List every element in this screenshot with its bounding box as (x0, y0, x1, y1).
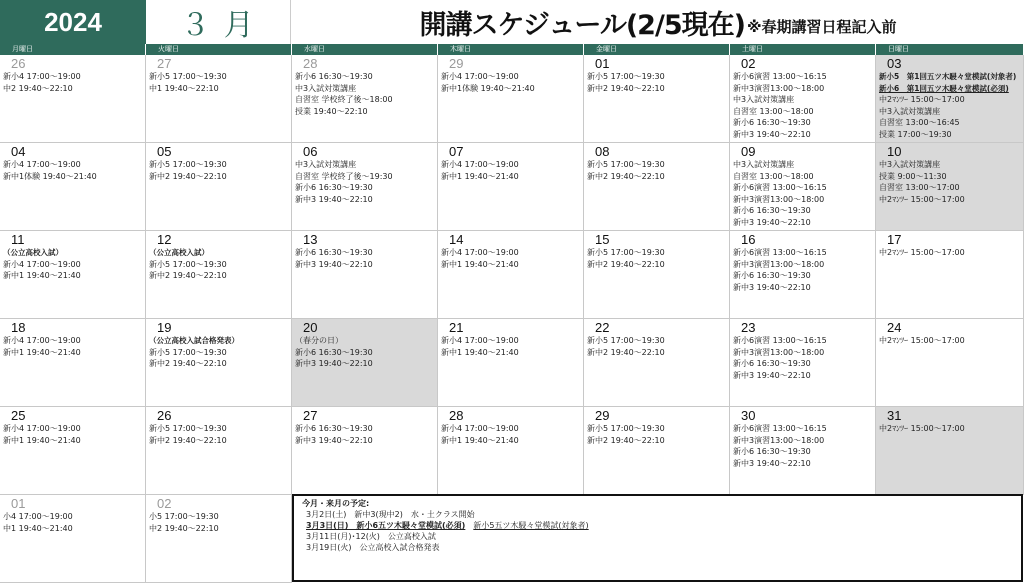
schedule-entry: 中1 19:40～22:10 (149, 83, 219, 93)
schedule-entry: 中2 19:40～22:10 (149, 523, 219, 533)
schedule-entry: 新中3演習13:00～18:00 (733, 83, 825, 93)
schedule-entry: 新中3 19:40～22:10 (295, 435, 373, 445)
schedule-entry: 新小4 17:00～19:00 (441, 424, 519, 433)
month-label: ３ 月 (146, 0, 291, 44)
schedule-entry: 新中3演習13:00～18:00 (733, 194, 825, 204)
day-number: 08 (595, 144, 610, 159)
day-cell (292, 407, 438, 495)
schedule-entry: 小5 17:00～19:30 (149, 512, 219, 521)
day-cell (876, 143, 1024, 231)
day-number: 06 (303, 144, 318, 159)
day-number: 01 (11, 496, 26, 511)
day-cell (730, 319, 876, 407)
schedule-entry: 自習室 学校終了後～19:30 (295, 171, 393, 181)
weekday-header: 土曜日 (730, 44, 876, 55)
day-cell (0, 143, 146, 231)
weekday-header: 金曜日 (584, 44, 730, 55)
schedule-entry: 新小6 第1回五ツ木駸々堂模試(必須) (879, 83, 1009, 93)
day-cell (146, 55, 292, 143)
schedule-entry: 新中2 19:40～22:10 (587, 435, 665, 445)
day-cell (730, 55, 876, 143)
schedule-entry: 新中2 19:40～22:10 (149, 171, 227, 181)
schedule-entry: 新中2 19:40～22:10 (587, 259, 665, 269)
weekday-header: 月曜日 (0, 44, 146, 55)
schedule-entry: 中3入試対策講座 (879, 106, 941, 116)
upcoming-events-box (292, 494, 1023, 582)
day-cell (876, 407, 1024, 495)
schedule-entry: 新小6 16:30～19:30 (295, 72, 373, 81)
schedule-entry: 新中3 19:40～22:10 (733, 217, 811, 227)
day-cell (584, 143, 730, 231)
schedule-entry: 自習室 学校終了後～18:00 (295, 95, 393, 104)
notice-item-extra: 新小5五ツ木駸々堂模試(対象者) (473, 521, 589, 530)
schedule-entry: 新小5 17:00～19:30 (149, 347, 227, 357)
notice-item (302, 542, 1013, 553)
schedule-entry: 新中1 19:40～21:40 (3, 435, 81, 445)
schedule-entry: 新小6演習 13:00～16:15 (733, 248, 827, 257)
day-number: 22 (595, 320, 610, 335)
schedule-entry: 自習室 13:00～18:00 (733, 106, 814, 116)
schedule-entry: 新中1体験 19:40～21:40 (3, 171, 97, 181)
weekday-header-row (0, 44, 1024, 55)
day-number: 31 (887, 408, 902, 423)
schedule-entry: 新小5 17:00～19:30 (587, 72, 665, 81)
day-cell (584, 407, 730, 495)
day-cell (584, 319, 730, 407)
schedule-entry: 中3入試対策講座 (733, 95, 795, 104)
schedule-entry: 新小5 17:00～19:30 (587, 160, 665, 169)
schedule-entry: 新中3 19:40～22:10 (733, 370, 811, 380)
schedule-entry: 新中3演習13:00～18:00 (733, 435, 825, 445)
schedule-entry: 新中2 19:40～22:10 (149, 359, 227, 368)
day-cell (438, 319, 584, 407)
day-cell (0, 55, 146, 143)
day-number: 30 (741, 408, 756, 423)
schedule-entry: 自習室 13:00～18:00 (733, 171, 814, 181)
notice-item-text: 3月19日(火) 公立高校入試合格発表 (306, 543, 440, 552)
schedule-entry: 新中3 19:40～22:10 (295, 359, 373, 368)
day-cell (0, 495, 146, 583)
day-cell (876, 231, 1024, 319)
weekday-header: 火曜日 (146, 44, 292, 55)
day-number: 29 (449, 56, 464, 71)
year-label: 2024 (0, 0, 146, 44)
schedule-entry: 新小4 17:00～19:00 (3, 424, 81, 433)
day-number: 02 (741, 56, 756, 71)
day-cell (0, 407, 146, 495)
schedule-entry: 中2ﾏﾝﾂｰ 15:00～17:00 (879, 248, 965, 257)
schedule-entry: 新小6 16:30～19:30 (295, 424, 373, 433)
day-cell (146, 407, 292, 495)
schedule-entry: （公立高校入試） (3, 248, 63, 257)
day-number: 04 (11, 144, 26, 159)
schedule-entry: 新小6 16:30～19:30 (295, 183, 373, 192)
schedule-entry: 新小6演習 13:00～16:15 (733, 72, 827, 81)
day-number: 09 (741, 144, 756, 159)
day-number: 24 (887, 320, 902, 335)
schedule-entry: 中2ﾏﾝﾂｰ 15:00～17:00 (879, 95, 965, 104)
schedule-entry: 新小4 17:00～19:00 (441, 160, 519, 169)
schedule-entry: 新中3 19:40～22:10 (733, 129, 811, 139)
day-cell (876, 319, 1024, 407)
day-number: 10 (887, 144, 902, 159)
schedule-entry: 新中1 19:40～21:40 (441, 435, 519, 445)
day-cell (730, 407, 876, 495)
schedule-entry: 新小5 17:00～19:30 (149, 160, 227, 169)
day-number: 17 (887, 232, 902, 247)
day-cell (146, 231, 292, 319)
day-number: 11 (11, 232, 25, 247)
schedule-entry: 新中2 19:40～22:10 (587, 171, 665, 181)
title-area (292, 0, 1024, 44)
schedule-entry: 新中3演習13:00～18:00 (733, 259, 825, 269)
schedule-entry: 新中3 19:40～22:10 (295, 194, 373, 204)
schedule-entry: 中2 19:40～22:10 (3, 83, 73, 93)
schedule-entry: 新中2 19:40～22:10 (587, 347, 665, 357)
day-number: 27 (303, 408, 318, 423)
day-number: 25 (11, 408, 26, 423)
weekday-header: 日曜日 (876, 44, 1024, 55)
schedule-entry: 中1 19:40～21:40 (3, 523, 73, 533)
notice-item-text: 3月2日(土) 新中3(現中2) 水・土クラス開始 (306, 510, 475, 519)
schedule-entry: 中3入試対策講座 (295, 83, 357, 93)
schedule-entry: 新中3 19:40～22:10 (733, 458, 811, 468)
notice-item (302, 509, 1013, 520)
day-number: 26 (157, 408, 172, 423)
day-number: 15 (595, 232, 610, 247)
schedule-entry: （公立高校入試） (149, 248, 209, 257)
schedule-entry: 新中3 19:40～22:10 (733, 282, 811, 292)
day-cell (730, 143, 876, 231)
day-number: 14 (449, 232, 464, 247)
schedule-entry: 新小4 17:00～19:00 (3, 259, 81, 269)
day-cell (292, 143, 438, 231)
day-cell (292, 55, 438, 143)
day-cell (584, 55, 730, 143)
notice-title: 今月・来月の予定: (302, 499, 370, 508)
schedule-entry: 新小4 17:00～19:00 (3, 336, 81, 345)
day-number: 27 (157, 56, 172, 71)
schedule-entry: 新中2 19:40～22:10 (149, 435, 227, 445)
day-number: 02 (157, 496, 172, 511)
schedule-entry: 中3入試対策講座 (879, 160, 941, 169)
schedule-entry: 新小5 17:00～19:30 (587, 248, 665, 257)
day-cell (876, 55, 1024, 143)
day-cell (584, 231, 730, 319)
weekday-header: 水曜日 (292, 44, 438, 55)
schedule-entry: 新中2 19:40～22:10 (587, 83, 665, 93)
schedule-entry: 新小6 16:30～19:30 (733, 206, 811, 215)
notice-list (302, 509, 1013, 553)
schedule-entry: 自習室 13:00～17:00 (879, 183, 960, 192)
schedule-entry: 新小5 17:00～19:30 (587, 424, 665, 433)
schedule-entry: 新中1体験 19:40～21:40 (441, 83, 535, 93)
notice-item (302, 531, 1013, 542)
schedule-entry: 新中1 19:40～21:40 (441, 171, 519, 181)
schedule-entry: （春分の日） (295, 336, 343, 345)
page-title: 開講スケジュール(2/5現在) (419, 9, 745, 41)
notice-item (302, 520, 1013, 531)
day-cell (730, 231, 876, 319)
schedule-entry: 新小4 17:00～19:00 (441, 72, 519, 81)
day-number: 20 (303, 320, 318, 335)
day-number: 16 (741, 232, 756, 247)
day-number: 05 (157, 144, 172, 159)
schedule-entry: 新小5 17:00～19:30 (149, 259, 227, 269)
day-number: 23 (741, 320, 756, 335)
schedule-entry: 新中2 19:40～22:10 (149, 271, 227, 280)
schedule-entry: 新小4 17:00～19:00 (3, 72, 81, 81)
schedule-entry: 小4 17:00～19:00 (3, 512, 73, 521)
title-note: ※春期講習日程記入前 (746, 17, 897, 36)
day-cell (292, 231, 438, 319)
schedule-entry: 中2ﾏﾝﾂｰ 15:00～17:00 (879, 336, 965, 345)
day-cell (0, 319, 146, 407)
schedule-entry: 新小6演習 13:00～16:15 (733, 336, 827, 345)
day-number: 03 (887, 56, 902, 71)
day-cell (292, 319, 438, 407)
day-cell (438, 407, 584, 495)
day-number: 19 (157, 320, 172, 335)
schedule-entry: 新小6 16:30～19:30 (295, 248, 373, 257)
schedule-entry: 自習室 13:00～16:45 (879, 118, 960, 127)
schedule-entry: （公立高校入試合格発表） (149, 336, 239, 345)
day-number: 29 (595, 408, 610, 423)
schedule-entry: 新小5 17:00～19:30 (149, 424, 227, 433)
schedule-entry: 新小4 17:00～19:00 (441, 248, 519, 257)
schedule-entry: 新小6演習 13:00～16:15 (733, 183, 827, 192)
day-number: 18 (11, 320, 26, 335)
schedule-entry: 新小5 17:00～19:30 (587, 336, 665, 345)
schedule-entry: 新中1 19:40～21:40 (441, 347, 519, 357)
schedule-entry: 新小6 16:30～19:30 (733, 271, 811, 280)
day-cell (438, 231, 584, 319)
day-number: 26 (11, 56, 26, 71)
schedule-entry: 新小4 17:00～19:00 (441, 336, 519, 345)
day-number: 28 (449, 408, 464, 423)
schedule-entry: 新中3 19:40～22:10 (295, 259, 373, 269)
day-cell (146, 143, 292, 231)
schedule-entry: 新小6 16:30～19:30 (295, 347, 373, 357)
schedule-entry: 新小6 16:30～19:30 (733, 447, 811, 456)
day-cell (146, 319, 292, 407)
schedule-entry: 新中1 19:40～21:40 (3, 347, 81, 357)
weekday-header: 木曜日 (438, 44, 584, 55)
day-number: 13 (303, 232, 318, 247)
schedule-entry: 新中1 19:40～21:40 (3, 271, 81, 280)
day-number: 12 (157, 232, 172, 247)
day-cell (0, 231, 146, 319)
schedule-entry: 新中1 19:40～21:40 (441, 259, 519, 269)
schedule-entry: 新小5 第1回五ツ木駸々堂模試(対象者) (879, 72, 1017, 81)
schedule-entry: 新小4 17:00～19:00 (3, 160, 81, 169)
schedule-entry: 中3入試対策講座 (733, 160, 795, 169)
day-number: 01 (595, 56, 610, 71)
schedule-entry: 新小6 16:30～19:30 (733, 359, 811, 368)
schedule-entry: 中3入試対策講座 (295, 160, 357, 169)
schedule-entry: 新小5 17:00～19:30 (149, 72, 227, 81)
notice-item-text: 3月3日(日) 新小6五ツ木駸々堂模試(必須) (306, 521, 466, 530)
schedule-entry: 授業 9:00～11:30 (879, 171, 947, 181)
day-number: 28 (303, 56, 318, 71)
schedule-entry: 授業 17:00～19:30 (879, 129, 952, 139)
schedule-entry: 中2ﾏﾝﾂｰ 15:00～17:00 (879, 194, 965, 204)
schedule-entry: 新小6 16:30～19:30 (733, 118, 811, 127)
notice-item-text: 3月11日(月)･12(火) 公立高校入試 (306, 532, 436, 541)
schedule-entry: 中2ﾏﾝﾂｰ 15:00～17:00 (879, 424, 965, 433)
day-cell (146, 495, 292, 583)
day-cell (438, 143, 584, 231)
schedule-entry: 授業 19:40～22:10 (295, 106, 368, 116)
day-number: 21 (449, 320, 464, 335)
day-cell (438, 55, 584, 143)
day-number: 07 (449, 144, 464, 159)
schedule-entry: 新中3演習13:00～18:00 (733, 347, 825, 357)
schedule-entry: 新小6演習 13:00～16:15 (733, 424, 827, 433)
